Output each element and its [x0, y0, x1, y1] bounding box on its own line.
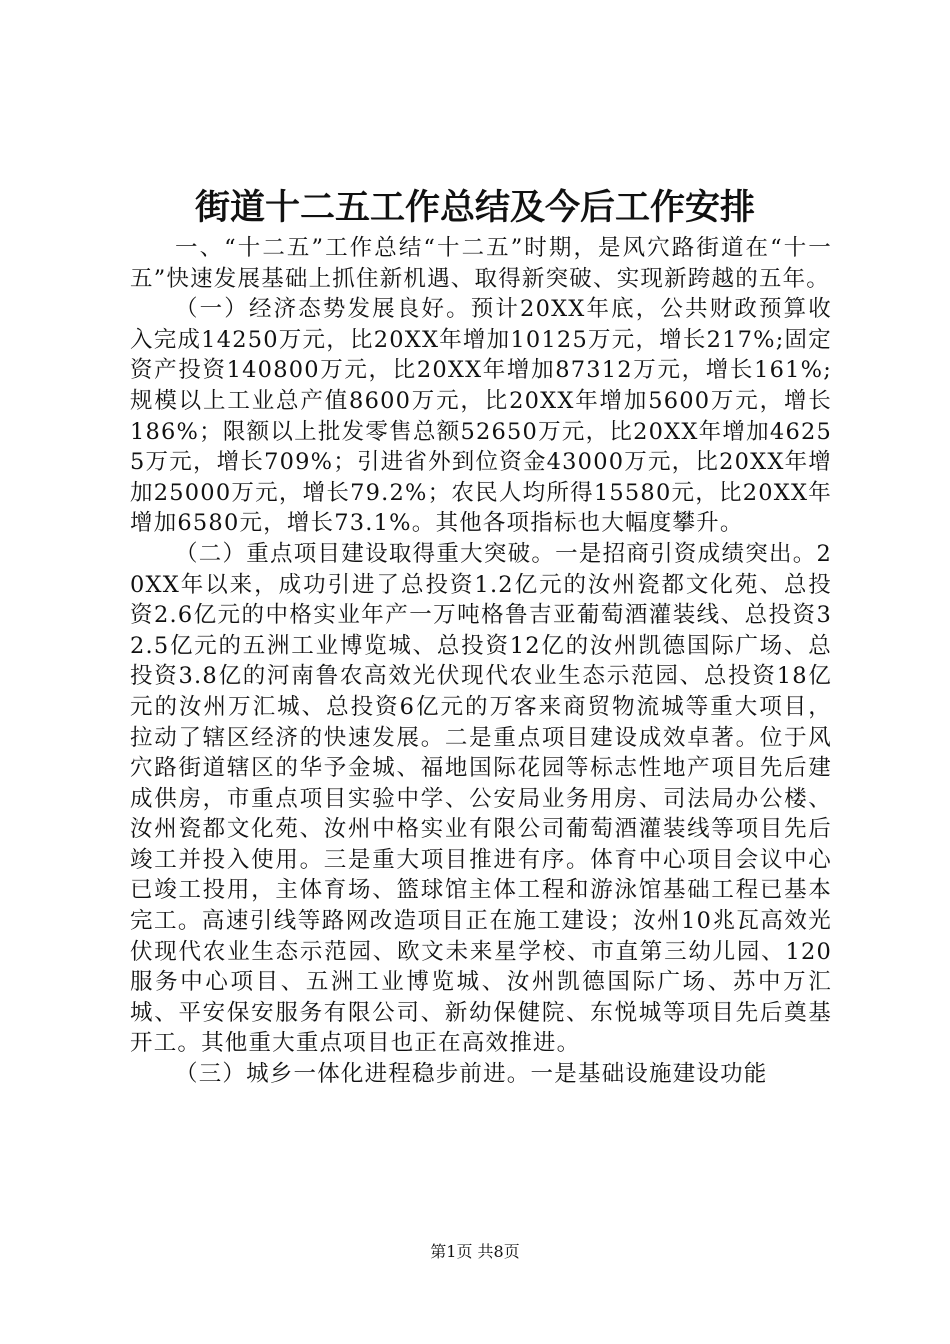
- paragraph-key-projects: （二）重点项目建设取得重大突破。一是招商引资成绩突出。20XX年以来，成功引进了总投资1.2亿元的汝州瓷都文化苑、总投资2.6亿元的中格实业年产一万吨格鲁吉亚葡萄酒灌装线、总投资32.5亿元的五洲工业博览城、总投资12亿的汝州凯德国际广场、总投资3.8亿的河南鲁农高效光伏现代农业生态示范园、总投资18亿元的汝州万汇城、总投资6亿元的万客来商贸物流城等重大项目，拉动了辖区经济的快速发展。二是重点项目建设成效卓著。位于风穴路街道辖区的华予金城、福地国际花园等标志性地产项目先后建成供房，市重点项目实验中学、公安局业务用房、司法局办公楼、汝州瓷都文化苑、汝州中格实业有限公司葡萄酒灌装线等项目先后竣工并投入使用。三是重大项目推进有序。体育中心项目会议中心已竣工投用，主体育场、篮球馆主体工程和游泳馆基础工程已基本完工。高速引线等路网改造项目正在施工建设；汝州10兆瓦高效光伏现代农业生态示范园、欧文未来星学校、市直第三幼儿园、120服务中心项目、五洲工业博览城、汝州凯德国际广场、苏中万汇城、平安保安服务有限公司、新幼保健院、东悦城等项目先后奠基开工。其他重大重点项目也正在高效推进。: [130, 540, 832, 1057]
- document-body: [130, 233, 832, 1090]
- paragraph-urban-rural: （三）城乡一体化进程稳步前进。一是基础设施建设功能: [175, 1061, 768, 1088]
- paragraph-intro: 一、“十二五”工作总结“十二五”时期，是风穴路街道在“十一五”快速发展基础上抓住新机遇、取得新突破、实现新跨越的五年。: [130, 235, 832, 292]
- paragraph-economy: （一）经济态势发展良好。预计20XX年底，公共财政预算收入完成14250万元，比20XX年增加10125万元，增长217%;固定资产投资140800万元，比20XX年增加87312万元，增长161%;规模以上工业总产值8600万元，比20XX年增加5600万元，增长186%；限额以上批发零售总额52650万元，比20XX年增加46255万元，增长709%；引进省外到位资金43000万元，比20XX年增加25000万元，增长79.2%；农民人均所得15580元，比20XX年增加6580元，增长73.1%。其他各项指标也大幅度攀升。: [130, 296, 832, 537]
- document-title: 街道十二五工作总结及今后工作安排: [194, 187, 755, 228]
- page-footer: 第1页 共8页: [430, 1242, 520, 1261]
